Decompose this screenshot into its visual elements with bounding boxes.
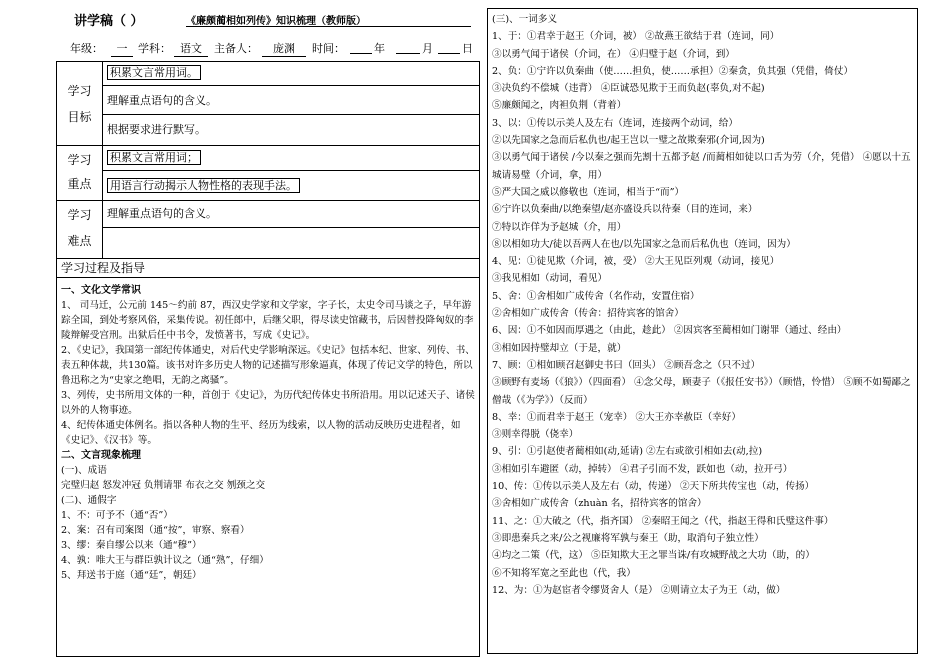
process-title: 学习过程及指导: [57, 258, 479, 278]
polysemy-line: ③则幸得脱（侥幸）: [492, 429, 579, 441]
polysemy-line: 2、负：①宁许以负秦曲（使……担负，使……承担）②秦贪，负其强（凭借，倚仗）: [492, 65, 854, 77]
grade-value: 一: [111, 40, 133, 57]
polysemy-line: ③决负约不偿城（违背） ④臣诚恐见欺于王而负赵(辜负,对不起): [492, 83, 765, 95]
polysemy-line: ⑧以相如功大/徒以吾两人在也/以先国家之急而后私仇也（连词，因为）: [492, 238, 796, 250]
polysemy-line: ③以勇气闻于诸侯 /今以秦之强而先割十五都予赵 /而蔺相如徒以口舌为劳（介，凭借） ④愿以十五城请易璧（介词，拿，用）: [492, 152, 911, 181]
polysemy-line: ⑤廉颇闻之，肉袒负荆（背着）: [492, 100, 627, 112]
document-title: [186, 12, 471, 27]
objective-item: 根据要求进行默写。: [107, 123, 206, 136]
body-paragraph: (二)、通假字: [61, 495, 117, 506]
preparer-label: 主备人：: [214, 42, 258, 55]
polysemy-line: ⑥不知将军宽之至此也（代，我）: [492, 567, 636, 579]
polysemy-line: ⑤严大国之威以修敬也（连词，相当于“而”）: [492, 186, 685, 198]
polysemy-line: 5、舍：①舍相如广成传舍（名作动，安置住宿）: [492, 290, 700, 302]
day-blank: [438, 40, 460, 54]
focus-text: 用语言行动揭示人物性格的表现手法。: [107, 178, 300, 193]
objectives-label-line2: 目标: [67, 110, 92, 124]
polysemy-line: ③顾野有麦场（《狼》）（四面看） ④念父母，顾妻子（《报任安书》）（顾惜，怜惜） ⑤顾不如蜀鄙之僧哉（《为学》）（反而）: [492, 377, 911, 406]
document-header: [56, 8, 480, 30]
polysemy-line: ⑦特以诈佯为予赵城（介，用）: [492, 221, 627, 233]
polysemy-line: 6、因：①不如因而厚遇之（由此，趁此） ②因宾客至蔺相如门谢罪（通过、经由）: [492, 325, 847, 337]
polysemy-line: 1、于：①君幸于赵王（介词，被） ②故燕王欲结于君（连词，同）: [492, 31, 780, 43]
focus-item: [103, 171, 479, 200]
polysemy-line: ③舍相如广成传舍（zhuàn 名，招待宾客的馆舍）: [492, 498, 707, 510]
polysemy-line: ②以先国家之急而后私仇也/起王岂以一璧之故欺秦邪(介词,因为): [492, 135, 765, 147]
section-heading: 二、文言现象梳理: [61, 450, 141, 461]
objective-item: [103, 62, 479, 86]
body-paragraph: 4、孰：唯大王与群臣孰计议之（通“熟”，仔细）: [61, 555, 269, 566]
polysemy-line: 8、幸：①而君幸于赵王（宠幸） ②大王亦幸赦臣（幸好）: [492, 411, 741, 423]
difficulty-label-line1: 学习: [67, 208, 92, 222]
left-column: [56, 8, 480, 581]
difficulty-label: [57, 200, 103, 258]
polysemy-line: 12、为：①为赵宦者令缪贤舍人（是） ②则请立太子为王（动，做）: [492, 584, 786, 596]
section-heading: 一、文化文学常识: [61, 285, 141, 296]
left-body: [61, 283, 475, 583]
objectives-label: [57, 62, 103, 145]
polysemy-line: ③以勇气闻于诸侯（介词，在） ④归璧于赵（介词，到）: [492, 48, 735, 60]
focus-item: [103, 145, 479, 171]
polysemy-line: ⑥宁许以负秦曲/以绝秦望/赵亦盛设兵以待秦（目的连词，来）: [492, 204, 758, 216]
body-paragraph: 5、拜送书于庭（通“廷”，朝廷）: [61, 570, 202, 581]
body-paragraph: 3、缪：秦自缪公以来（通“穆”）: [61, 540, 202, 551]
body-paragraph: 3、列传，史书所用文体的一种，首创于《史记》，为历代纪传体史书所沿用。用以记述天子、诸侯以外的人物事迹。: [61, 390, 475, 416]
grade-label: 年级：: [70, 42, 103, 55]
month-label: 月: [422, 42, 433, 55]
difficulty-item: 理解重点语句的含义。: [103, 200, 479, 228]
polysemy-line: 7、顾：①相如顾召赵御史书曰（回头） ②顾吾念之（只不过）: [492, 359, 761, 371]
title-main: 《廉颇蔺相如列传》知识梳理: [186, 16, 316, 27]
worksheet-title: 讲学稿（ ）: [74, 14, 144, 29]
body-paragraph: 1、 司马迁，公元前 145～约前 87，西汉史学家和文学家，字子长，太史令司马谈之子，早年游踪全国，到处考察风俗，采集传说。初任郎中，后继父职，得尽读史馆藏书，后因替投降匈奴的李陵辩解受宫刑。出狱后任中书令，发愤著书，写成《史记》。: [61, 300, 474, 341]
objective-text: 积累文言常用词。: [107, 65, 201, 80]
year-blank: [350, 40, 372, 54]
subject-value: 语文: [174, 40, 208, 57]
polysemy-line: ③相如引车避匿（动，掉转） ④君子引而不发，跃如也（动，拉开弓）: [492, 463, 793, 475]
right-column: [487, 8, 918, 654]
subject-label: 学科：: [138, 42, 171, 55]
body-paragraph: 1、不：可予不（通“否”）: [61, 510, 173, 521]
year-label: 年: [374, 42, 385, 55]
polysemy-line: 4、见：①徒见欺（介词，被，受） ②大王见臣列观（动词，接见）: [492, 256, 780, 268]
polysemy-line: 11、之：①大破之（代，指齐国） ②秦昭王闻之（代，指赵王得和氏璧这件事）: [492, 515, 834, 527]
right-body: [492, 11, 916, 599]
polysemy-line: 3、以：①传以示美人及左右（连词，连接两个动词，给）: [492, 117, 738, 129]
time-label: 时间：: [312, 42, 345, 55]
body-paragraph: 完璧归赵 怒发冲冠 负荆请罪 布衣之交 刎颈之交: [61, 480, 266, 491]
focus-label: [57, 145, 103, 200]
preparer-value: 庞渊: [262, 40, 306, 57]
difficulty-label-line2: 难点: [67, 234, 92, 248]
focus-text: 积累文言常用词；: [107, 150, 201, 165]
polysemy-line: ③我见相如（动词，看见）: [492, 273, 608, 285]
polysemy-line: 9、引：①引赵使者蔺相如(动,延请) ②左右或欲引相如去(动,拉): [492, 446, 763, 458]
focus-section: [57, 145, 479, 201]
study-sheet-table: [56, 61, 480, 657]
polysemy-line: ③相如因持璧却立（于是，就）: [492, 342, 627, 354]
title-suffix: （教师版）: [316, 16, 366, 27]
polysemy-line: ④均之二策（代，这） ⑤臣知欺大王之罪当诛/有攻城野战之大功（助，的）: [492, 550, 815, 562]
body-paragraph: (一)、成语: [61, 465, 107, 476]
focus-label-line2: 重点: [67, 177, 92, 191]
body-paragraph: 2、《史记》，我国第一部纪传体通史，对后代史学影响深远。《史记》包括本纪、世家、列传、书、表五种体裁，共130篇。该书对许多历史人物的记述描写形象逼真，体现了传记文学的特色，所以鲁迅称之为“史家之绝唱，无韵之离骚”。: [61, 345, 475, 386]
polysemy-line: ③即患秦兵之来/公之视廉将军孰与秦王（助，取消句子独立性）: [492, 532, 764, 544]
body-paragraph: 4、纪传体通史体例名。指以各种人物的生平、经历为线索，以人物的活动反映历史进程者，如《史记》、《汉书》等。: [61, 420, 461, 446]
meta-line: [56, 40, 480, 60]
objectives-section: [57, 62, 479, 146]
body-paragraph: 2、案：召有司案图（通“按”，审察、察看）: [61, 525, 250, 536]
day-label: 日: [462, 42, 473, 55]
polysemy-line: 10、传：①传以示美人及左右（动，传递） ②天下所共传宝也（动，传扬）: [492, 481, 815, 493]
objectives-label-line1: 学习: [67, 84, 92, 98]
section-heading: (三)、一词多义: [492, 14, 558, 25]
focus-label-line1: 学习: [67, 153, 92, 167]
difficulty-section: [57, 200, 479, 259]
difficulty-blank: [103, 228, 479, 258]
polysemy-line: ②舍相如广成传舍（传舍：招待宾客的馆舍）: [492, 308, 684, 320]
objective-item: 理解重点语句的含义。: [103, 86, 479, 115]
month-blank: [396, 40, 420, 54]
